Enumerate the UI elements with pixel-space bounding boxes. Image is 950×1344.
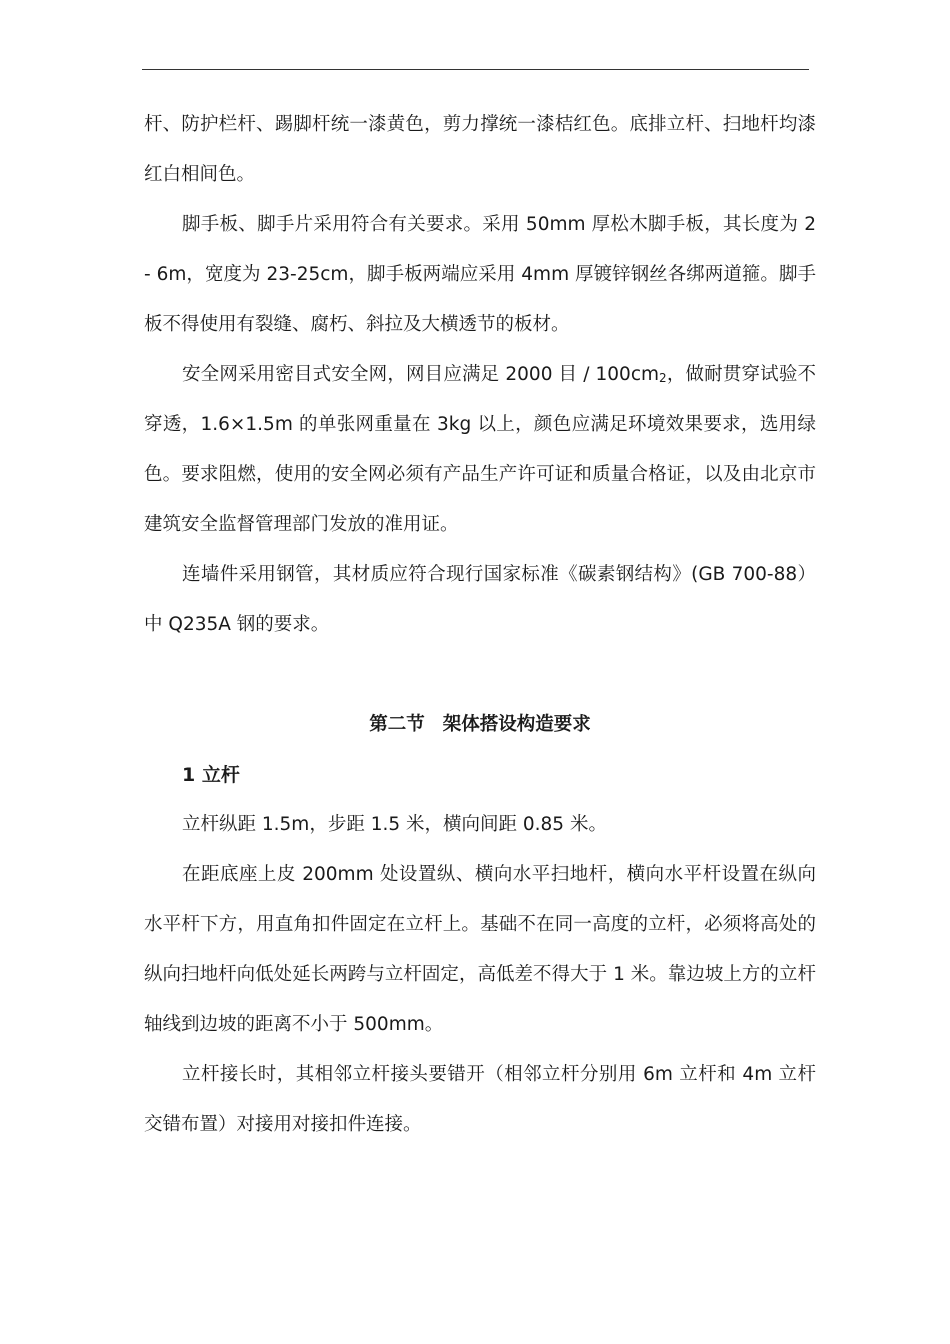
subsection-heading: 1 立杆 bbox=[182, 764, 240, 786]
paragraph-pole-extension: 立杆接长时，其相邻立杆接头要错开（相邻立杆分别用 6m 立杆和 4m 立杆交错布置）对接用对接扣件连接。 bbox=[144, 1064, 816, 1135]
section-heading bbox=[144, 700, 816, 750]
section-title: 架体搭设构造要求 bbox=[442, 714, 591, 735]
document-body bbox=[144, 100, 816, 1150]
safety-net-subscript: 2 bbox=[659, 371, 667, 385]
paragraph-pole-spacing: 立杆纵距 1.5m，步距 1.5 米，横向间距 0.85 米。 bbox=[182, 814, 607, 835]
section-number: 第二节 bbox=[369, 714, 425, 735]
paragraph-paint-colors: 杆、防护栏杆、踢脚杆统一漆黄色，剪力撑统一漆桔红色。底排立杆、扫地杆均漆红白相间色。 bbox=[144, 114, 816, 185]
paragraph-safety-net bbox=[144, 350, 816, 550]
paragraph-sweep-rods: 在距底座上皮 200mm 处设置纵、横向水平扫地杆，横向水平杆设置在纵向水平杆下方，用直角扣件固定在立杆上。基础不在同一高度的立杆，必须将高处的纵向扫地杆向低处延长两跨与立杆固定，高低差不得大于 1 米。靠边坡上方的立杆轴线到边坡的距离不小于 500mm。 bbox=[144, 864, 816, 1035]
header-rule bbox=[142, 69, 809, 70]
spacer bbox=[144, 650, 816, 700]
paragraph-wall-ties: 连墙件采用钢管，其材质应符合现行国家标准《碳素钢结构》(GB 700-88）中 Q235A 钢的要求。 bbox=[144, 564, 816, 635]
safety-net-text-part-1: 安全网采用密目式安全网，网目应满足 2000 目 / 100cm bbox=[182, 364, 660, 385]
safety-net-text-part-2: ，做耐贯穿试验不穿透，1.6×1.5m 的单张网重量在 3kg 以上，颜色应满足环境效果要求，选用绿色。要求阻燃，使用的安全网必须有产品生产许可证和质量合格证，以及由北京市建筑安全监督管理部门发放的准用证。 bbox=[144, 364, 816, 535]
paragraph-scaffold-boards: 脚手板、脚手片采用符合有关要求。采用 50mm 厚松木脚手板，其长度为 2 - 6m，宽度为 23-25cm，脚手板两端应采用 4mm 厚镀锌钢丝各绑两道箍。脚手板不得使用有裂缝、腐朽、斜拉及大横透节的板材。 bbox=[144, 214, 816, 335]
